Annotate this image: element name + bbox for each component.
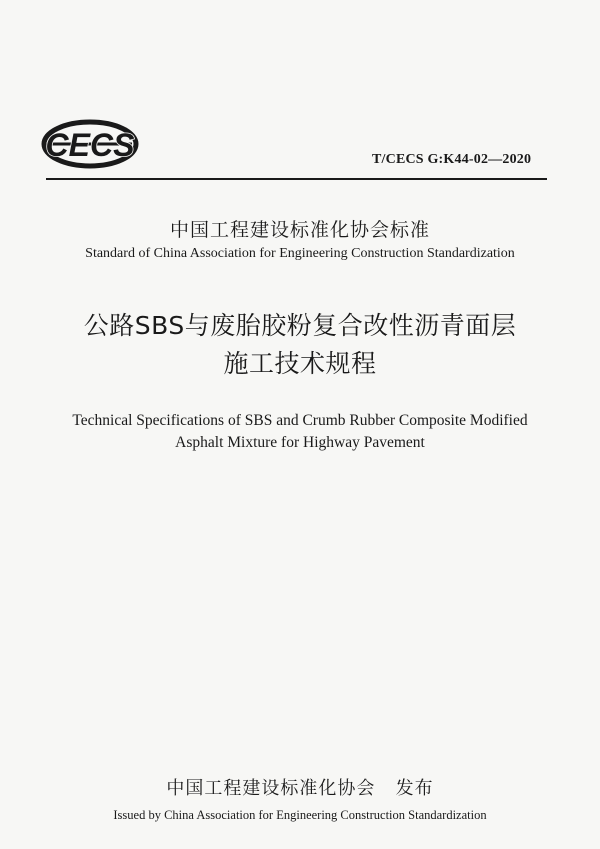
publisher-cn: 中国工程建设标准化协会 发布 bbox=[166, 778, 434, 799]
title-en-line1: Technical Specifications of SBS and Crumb Rubber Composite Modified bbox=[72, 412, 528, 429]
org-standard-en: Standard of China Association for Engineering Construction Standardization bbox=[85, 246, 515, 261]
title-cn-line2: 施工技术规程 bbox=[223, 349, 377, 378]
title-cn-line1: 公路SBS与废胎胶粉复合改性沥青面层 bbox=[83, 311, 517, 340]
header-divider bbox=[46, 178, 547, 180]
publisher-en: Issued by China Association for Engineering Construction Standardization bbox=[113, 808, 487, 822]
cecs-logo bbox=[40, 118, 140, 170]
logo-text: CECS bbox=[45, 127, 135, 163]
standard-number: T/CECS G:K44-02—2020 bbox=[372, 152, 532, 167]
org-standard-cn: 中国工程建设标准化协会标准 bbox=[169, 219, 430, 241]
title-en-line2: Asphalt Mixture for Highway Pavement bbox=[175, 434, 425, 451]
